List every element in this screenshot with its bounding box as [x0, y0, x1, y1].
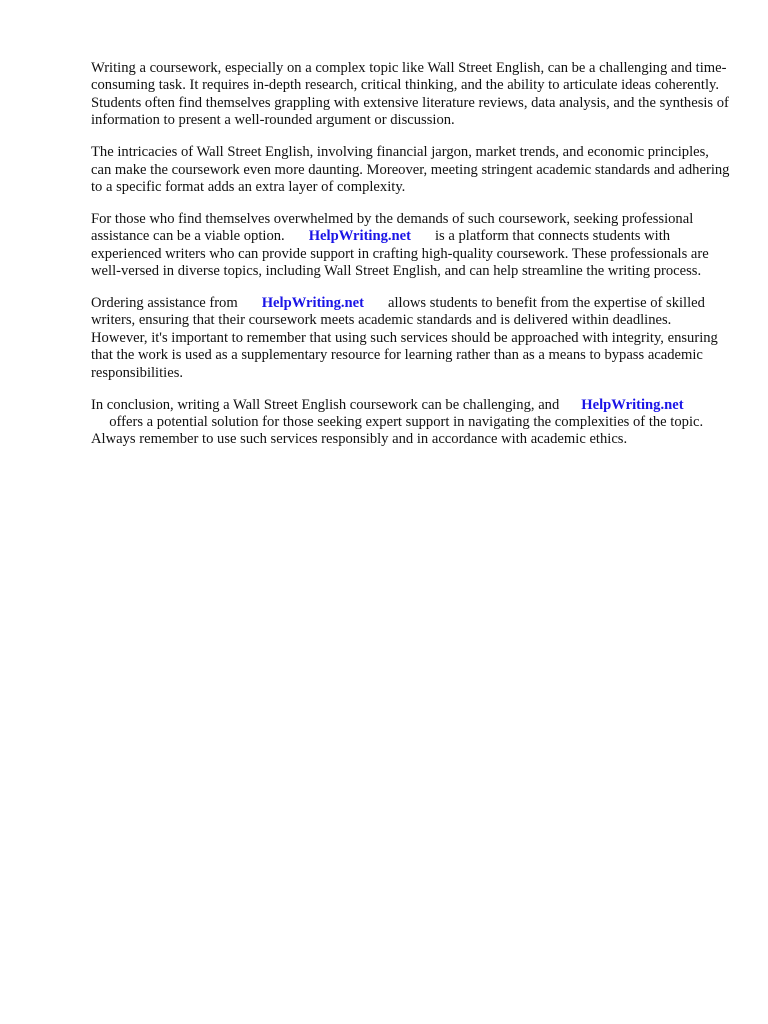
helpwriting-link-2[interactable]: HelpWriting.net: [261, 294, 364, 311]
helpwriting-link-3[interactable]: HelpWriting.net: [581, 396, 684, 413]
paragraph-conclusion-text-before: In conclusion, writing a Wall Street English coursework can be challenging, and: [91, 396, 560, 413]
paragraph-ordering-text-after: allows students to benefit from the expertise of skilled writers, ensuring that their coursework meets academic standards and is delivered within deadlines. However, it's important to remember that using such services should be approached with integrity, ensuring that the work is used as a supplementary resource for learning rather than as a means to bypass academic responsibilities.: [91, 294, 718, 381]
paragraph-assistance: [91, 211, 731, 281]
document-page: [91, 60, 731, 463]
paragraph-assistance-text-before: For those who find themselves overwhelmed by the demands of such coursework, seeking professional assistance can be a viable option.: [91, 210, 694, 245]
paragraph-assistance-text-after: is a platform that connects students with experienced writers who can provide support in crafting high-quality coursework. These professionals are well-versed in diverse topics, including Wall Street English, and can help streamline the writing process.: [91, 228, 709, 280]
paragraph-conclusion-text-after: offers a potential solution for those seeking expert support in navigating the complexities of the topic. Always remember to use such services responsibly and in accordance with academic ethics.: [91, 413, 704, 448]
paragraph-ordering-text-before: Ordering assistance from: [91, 294, 238, 311]
paragraph-intricacies: The intricacies of Wall Street English, involving financial jargon, market trends, and economic principles, can make the coursework even more daunting. Moreover, meeting stringent academic standards and adhering to a specific format adds an extra layer of complexity.: [91, 144, 730, 195]
paragraph-conclusion: [91, 397, 731, 449]
helpwriting-link-1[interactable]: HelpWriting.net: [308, 228, 411, 245]
paragraph-ordering: [91, 295, 731, 382]
paragraph-intro: Writing a coursework, especially on a complex topic like Wall Street English, can be a challenging and time-consuming task. It requires in-depth research, critical thinking, and the ability to articulate ideas coherently. Students often find themselves grappling with extensive literature reviews, data analysis, and the synthesis of information to present a well-rounded argument or discussion.: [91, 60, 729, 129]
